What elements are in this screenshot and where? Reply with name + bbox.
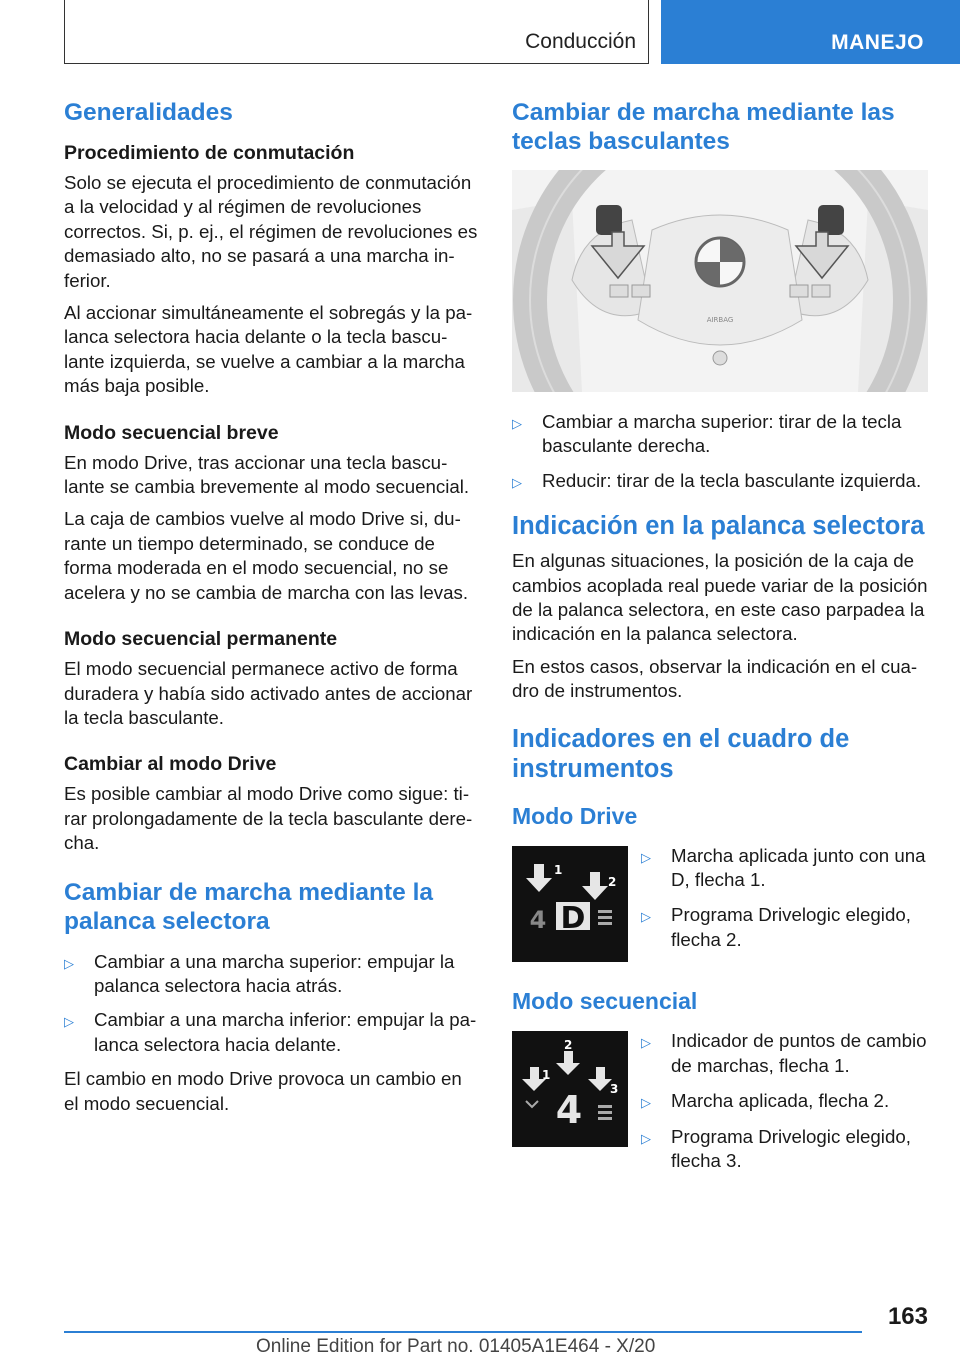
footer-divider	[64, 1331, 862, 1333]
sequential-arrow-2-label: 2	[564, 1038, 573, 1053]
heading-secuencial-breve: Modo secuencial breve	[64, 421, 279, 444]
paragraph-palanca: El cambio en modo Drive provoca un cambio en el modo secuencial.	[64, 1068, 462, 1114]
list-item: ▷ Indicador de puntos de cambio de marchas, flecha 1.	[641, 1030, 927, 1076]
header-section-tab	[661, 0, 960, 64]
secuencial-row	[512, 1029, 928, 1192]
triangle-bullet-icon: ▷	[64, 955, 74, 971]
triangle-bullet-icon: ▷	[641, 1130, 651, 1146]
footer-edition: Online Edition for Part no. 01405A1E464 - X/20	[256, 1336, 656, 1357]
heading-procedimiento: Procedimiento de conmutación	[64, 142, 355, 164]
list-item: ▷ Programa Drivelogic elegido, flecha 2.	[641, 904, 911, 950]
list-item: ▷ Marcha aplicada junto con una D, flecha 1.	[641, 844, 926, 891]
header-section: MANEJO	[831, 31, 924, 54]
paragraph-breve-2: La caja de cambios vuelve al modo Drive si, durante un tiempo determinado, se conduce de forma moderada en el modo secuencial, no se acelera y no se cambia de marcha con las levas.	[64, 508, 469, 603]
sequential-arrow-1-label: 1	[542, 1068, 551, 1083]
header-chapter-box	[64, 0, 649, 64]
triangle-bullet-icon: ▷	[641, 1095, 651, 1111]
secuencial-list	[641, 1029, 928, 1184]
header-chapter: Conducción	[525, 30, 636, 53]
palanca-list	[64, 950, 478, 1058]
list-item: ▷ Cambiar a marcha superior: tirar de la tecla basculante derecha.	[512, 411, 902, 457]
heading-modo-secuencial: Modo secuencial	[512, 988, 698, 1015]
page-number: 163	[887, 1303, 928, 1330]
list-item: ▷ Cambiar a una marcha inferior: empujar la palanca selectora hacia delante.	[64, 1009, 477, 1055]
triangle-bullet-icon: ▷	[64, 1014, 74, 1030]
paragraph-breve-1: En modo Drive, tras accionar una tecla basculante se cambia brevemente al modo secuencial.	[64, 451, 470, 498]
heading-generalidades: Generalidades	[64, 99, 233, 126]
paragraph-indicacion-2: En estos casos, observar la indicación en el cuadro de instrumentos.	[512, 655, 918, 702]
sequential-gear-number: 4	[555, 1088, 583, 1133]
right-column	[512, 98, 928, 1192]
list-item: ▷ Cambiar a una marcha superior: empujar la palanca selectora hacia atrás.	[64, 950, 455, 996]
sequential-arrow-3-label: 3	[610, 1082, 619, 1097]
paragraph-drive: Es posible cambiar al modo Drive como sigue: tirar prolongadamente de la tecla basculante derecha.	[64, 783, 473, 854]
heading-secuencial-permanente: Modo secuencial permanente	[64, 628, 338, 651]
paragraph-proc-1: Solo se ejecuta el procedimiento de conmutación a la velocidad y al régimen de revoluciones correctos. Si, p. ej., el régimen de revoluciones es demasiado alto, no se pasará a una marcha inferior.	[64, 172, 478, 291]
list-item: ▷ Programa Drivelogic elegido, flecha 3.	[641, 1125, 911, 1171]
heading-cambiar-drive: Cambiar al modo Drive	[64, 753, 277, 776]
teclas-list	[512, 410, 928, 493]
triangle-bullet-icon: ▷	[512, 474, 522, 490]
triangle-bullet-icon: ▷	[512, 416, 522, 431]
heading-indicadores-cuadro: Indicadores en el cuadro de instrumentos	[512, 724, 850, 783]
drive-arrow-2-label: 2	[608, 874, 617, 889]
steering-wheel-illustration	[512, 170, 928, 392]
heading-teclas-basculantes: Cambiar de marcha mediante las teclas basculantes	[512, 99, 895, 155]
triangle-bullet-icon: ▷	[641, 1035, 651, 1051]
drive-mode-display	[512, 846, 628, 962]
drive-gear-letter: D	[560, 900, 586, 936]
heading-palanca: Cambiar de marcha mediante la palanca selectora	[64, 878, 434, 935]
list-item: ▷ Marcha aplicada, flecha 2.	[641, 1090, 890, 1112]
heading-indicacion-palanca: Indicación en la palanca selectora	[512, 512, 925, 541]
drive-list	[641, 844, 928, 964]
drive-gear-number: 4	[529, 905, 547, 934]
paragraph-permanente: El modo secuencial permanece activo de forma duradera y había sido activado antes de accionar la tecla basculante.	[64, 658, 473, 728]
airbag-label: AIRBAG	[706, 316, 734, 324]
drive-row	[512, 844, 928, 972]
heading-modo-drive: Modo Drive	[512, 802, 638, 829]
triangle-bullet-icon: ▷	[641, 849, 651, 865]
paragraph-proc-2: Al accionar simultáneamente el sobregás y la palanca selectora hacia delante o la tecla basculante izquierda, se vuelve a cambiar a la marcha más baja posible.	[64, 302, 473, 397]
list-item: ▷ Reducir: tirar de la tecla basculante izquierda.	[512, 469, 922, 491]
paragraph-indicacion-1: En algunas situaciones, la posición de la caja de cambios acoplada real puede variar de la posición de la palanca selectora, en este caso parpadea la indicación en la palanca selectora.	[512, 550, 928, 645]
triangle-bullet-icon: ▷	[641, 909, 651, 925]
drive-arrow-1-label: 1	[554, 862, 563, 877]
left-column	[64, 98, 478, 1124]
sequential-mode-display	[512, 1031, 628, 1147]
